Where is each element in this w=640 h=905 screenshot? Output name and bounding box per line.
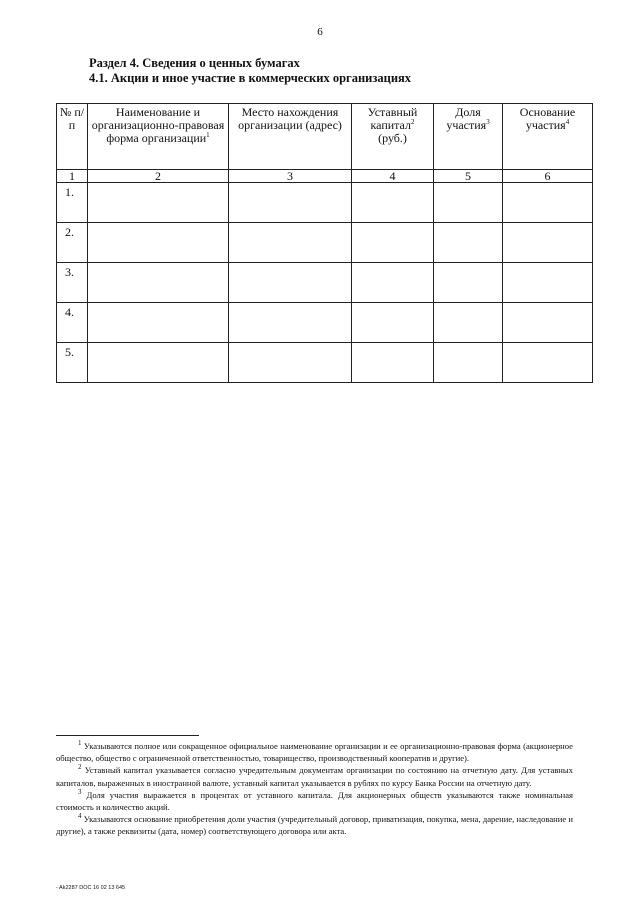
cell-location[interactable] xyxy=(229,183,352,223)
header-capital: Уставный капитал$^2$ (руб.) xyxy=(352,104,434,170)
header-share: Доля участия$^3$ xyxy=(434,104,503,170)
column-number: 6 xyxy=(503,170,593,183)
cell-org-name[interactable] xyxy=(88,343,229,383)
footnote: $^2$ Уставный капитал указывается согласно учредительным документам организации по состоянию на отчетную дату. Для уставных капиталов, выраженных в иностранной валюте, уставный капитал указывается в рублях по курсу Банка России на отчетную дату. xyxy=(56,763,573,788)
header-org-name: Наименование и организационно-правовая форма организации$^1$ xyxy=(88,104,229,170)
row-index: 3. xyxy=(57,263,88,303)
table-header-row xyxy=(57,104,593,170)
table-row xyxy=(57,223,593,263)
footnote: $^1$ Указываются полное или сокращенное официальное наименование организации и ее организационно-правовая форма (акционерное общество, общество с ограниченной ответственностью, товарищество, производственный кооператив и другие). xyxy=(56,739,573,764)
cell-org-name[interactable] xyxy=(88,223,229,263)
cell-basis[interactable] xyxy=(503,183,593,223)
cell-capital[interactable] xyxy=(352,183,434,223)
column-number: 3 xyxy=(229,170,352,183)
cell-org-name[interactable] xyxy=(88,303,229,343)
column-number: 1 xyxy=(57,170,88,183)
section-title: Раздел 4. Сведения о ценных бумагах xyxy=(89,56,300,70)
row-index: 4. xyxy=(57,303,88,343)
cell-capital[interactable] xyxy=(352,343,434,383)
header-basis: Основание участия$^4$ xyxy=(503,104,593,170)
footnote: $^4$ Указываются основание приобретения доли участия (учредительный договор, приватизация, покупка, мена, дарение, наследование и другие), а также реквизиты (дата, номер) соответствующего договора или акта. xyxy=(56,812,573,837)
cell-location[interactable] xyxy=(229,343,352,383)
header-number: № п/п xyxy=(57,104,88,170)
table-row xyxy=(57,183,593,223)
cell-basis[interactable] xyxy=(503,303,593,343)
header-location: Место нахождения организации (адрес) xyxy=(229,104,352,170)
securities-table xyxy=(56,103,593,383)
cell-basis[interactable] xyxy=(503,223,593,263)
table-row xyxy=(57,263,593,303)
cell-share[interactable] xyxy=(434,223,503,263)
subsection-title: 4.1. Акции и иное участие в коммерческих организациях xyxy=(89,71,412,85)
footnotes xyxy=(56,740,573,838)
cell-org-name[interactable] xyxy=(88,263,229,303)
cell-location[interactable] xyxy=(229,263,352,303)
row-index: 5. xyxy=(57,343,88,383)
cell-location[interactable] xyxy=(229,303,352,343)
column-number: 5 xyxy=(434,170,503,183)
column-number: 4 xyxy=(352,170,434,183)
cell-capital[interactable] xyxy=(352,263,434,303)
cell-location[interactable] xyxy=(229,223,352,263)
footnote-divider xyxy=(56,735,199,736)
table-row xyxy=(57,343,593,383)
table-row xyxy=(57,303,593,343)
cell-basis[interactable] xyxy=(503,263,593,303)
column-number: 2 xyxy=(88,170,229,183)
cell-org-name[interactable] xyxy=(88,183,229,223)
cell-share[interactable] xyxy=(434,343,503,383)
cell-share[interactable] xyxy=(434,303,503,343)
column-number-row xyxy=(57,170,593,183)
page-number: 6 xyxy=(317,26,323,38)
cell-share[interactable] xyxy=(434,263,503,303)
row-index: 1. xyxy=(57,183,88,223)
row-index: 2. xyxy=(57,223,88,263)
footnote: $^3$ Доля участия выражается в процентах от уставного капитала. Для акционерных обществ указываются также номинальная стоимость и количество акций. xyxy=(56,787,574,813)
cell-basis[interactable] xyxy=(503,343,593,383)
cell-capital[interactable] xyxy=(352,223,434,263)
document-code: - Ak2287 DOC 16 02 13 645 xyxy=(56,885,126,891)
cell-capital[interactable] xyxy=(352,303,434,343)
cell-share[interactable] xyxy=(434,183,503,223)
